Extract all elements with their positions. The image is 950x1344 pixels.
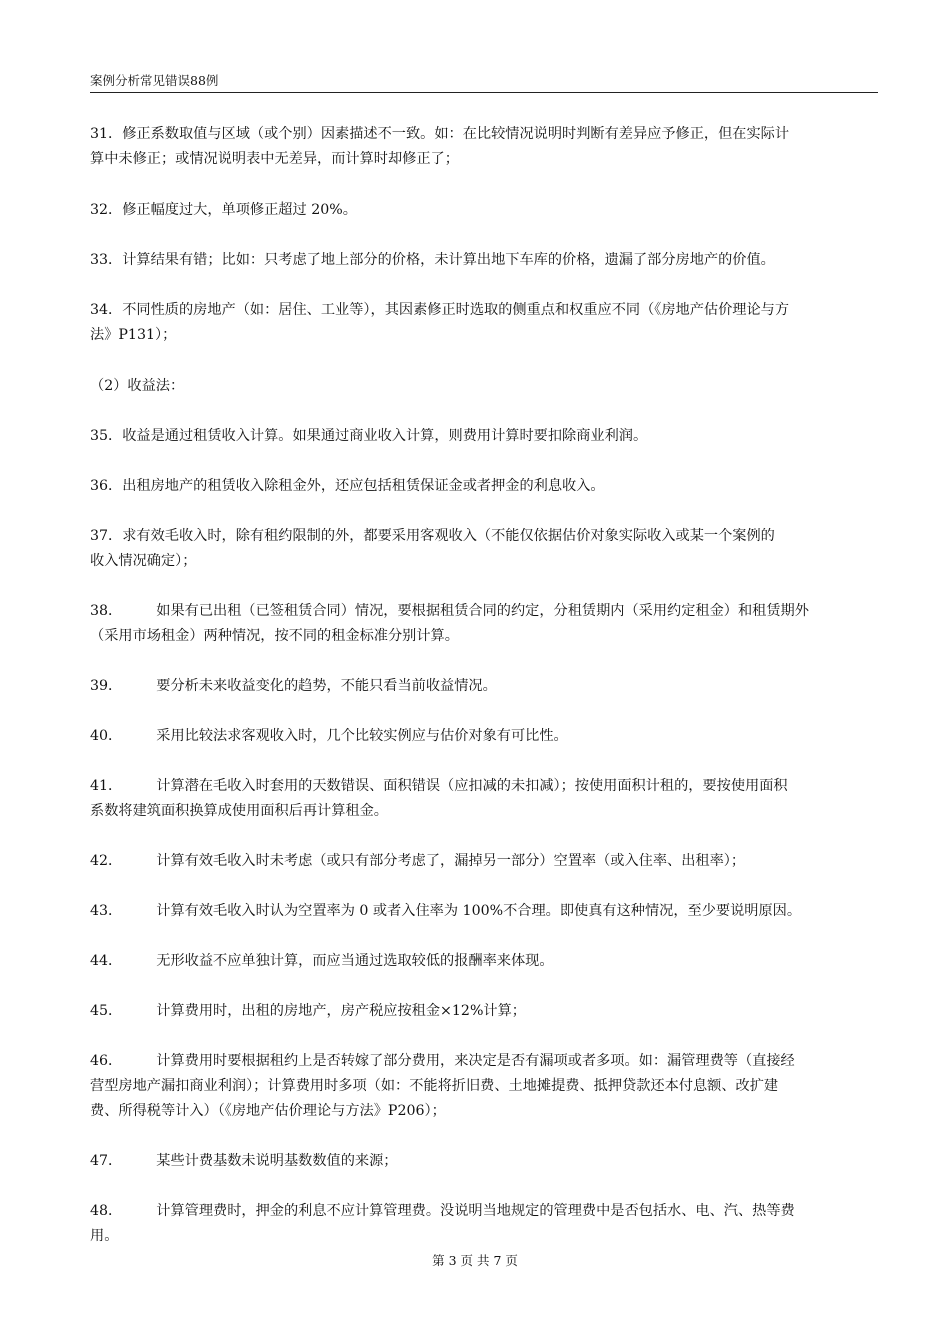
paragraph-line bbox=[90, 198, 878, 223]
item-number: 41． bbox=[90, 778, 123, 794]
line-text: 计算管理费时，押金的利息不应计算管理费。没说明当地规定的管理费中是否包括水、电、汽、热等费 bbox=[156, 1203, 795, 1219]
running-header bbox=[90, 72, 878, 93]
paragraph bbox=[90, 999, 878, 1024]
paragraph bbox=[90, 724, 878, 749]
line-text: 33．计算结果有错；比如：只考虑了地上部分的价格，未计算出地下车库的价格，遗漏了部分房地产的价值。 bbox=[90, 252, 775, 268]
paragraph bbox=[90, 1199, 878, 1249]
paragraph bbox=[90, 374, 878, 399]
paragraph bbox=[90, 949, 878, 974]
line-text: 采用比较法求客观收入时，几个比较实例应与估价对象有可比性。 bbox=[156, 728, 568, 744]
line-text: 计算费用时，出租的房地产，房产税应按租金×12%计算； bbox=[156, 1003, 526, 1019]
paragraph-line bbox=[90, 474, 878, 499]
item-number: 44． bbox=[90, 953, 123, 969]
paragraph-line bbox=[90, 147, 878, 172]
paragraph-line bbox=[90, 374, 878, 399]
paragraph-line bbox=[90, 1049, 878, 1074]
paragraph-line bbox=[90, 899, 878, 924]
item-number: 43． bbox=[90, 903, 123, 919]
line-text: 无形收益不应单独计算，而应当通过选取较低的报酬率来体现。 bbox=[156, 953, 554, 969]
line-text: 收入情况确定）； bbox=[90, 553, 197, 569]
paragraph-line bbox=[90, 724, 878, 749]
paragraph bbox=[90, 599, 878, 649]
line-text: 34．不同性质的房地产（如：居住、工业等），其因素修正时选取的侧重点和权重应不同（《房地产估价理论与方 bbox=[90, 302, 790, 318]
paragraph-line bbox=[90, 1224, 878, 1249]
paragraph-line bbox=[90, 674, 878, 699]
line-text: 费、所得税等计入）（《房地产估价理论与方法》P206）； bbox=[90, 1103, 446, 1119]
item-number: 38． bbox=[90, 603, 123, 619]
paragraph-line bbox=[90, 999, 878, 1024]
paragraph-line bbox=[90, 248, 878, 273]
paragraph-line bbox=[90, 774, 878, 799]
paragraph-line bbox=[90, 298, 878, 323]
line-text: 法》P131）； bbox=[90, 327, 177, 343]
page-footer bbox=[0, 1252, 950, 1270]
line-text: 32．修正幅度过大，单项修正超过 20%。 bbox=[90, 202, 357, 218]
line-text: 计算有效毛收入时未考虑（或只有部分考虑了，漏掉另一部分）空置率（或入住率、出租率）； bbox=[156, 853, 746, 869]
paragraph bbox=[90, 899, 878, 924]
paragraph bbox=[90, 122, 878, 172]
paragraph-line bbox=[90, 849, 878, 874]
line-text: 计算费用时要根据租约上是否转嫁了部分费用，来决定是否有漏项或者多项。如：漏管理费等（直接经 bbox=[156, 1053, 795, 1069]
paragraph-line bbox=[90, 949, 878, 974]
paragraph-line bbox=[90, 624, 878, 649]
paragraph-line bbox=[90, 799, 878, 824]
line-text: （2）收益法： bbox=[90, 378, 185, 394]
line-text: 要分析未来收益变化的趋势，不能只看当前收益情况。 bbox=[156, 678, 497, 694]
paragraph-line bbox=[90, 599, 878, 624]
paragraph bbox=[90, 298, 878, 348]
paragraph bbox=[90, 524, 878, 574]
paragraph-line bbox=[90, 549, 878, 574]
line-text: 37．求有效毛收入时，除有租约限制的外，都要采用客观收入（不能仅依据估价对象实际收入或某一个案例的 bbox=[90, 528, 775, 544]
paragraph bbox=[90, 849, 878, 874]
paragraph-line bbox=[90, 1199, 878, 1224]
item-number: 48． bbox=[90, 1203, 123, 1219]
item-number: 40． bbox=[90, 728, 123, 744]
paragraph-line bbox=[90, 1149, 878, 1174]
paragraph bbox=[90, 1049, 878, 1124]
line-text: 如果有已出租（已签租赁合同）情况，要根据租赁合同的约定，分租赁期内（采用约定租金）和租赁期外 bbox=[156, 603, 809, 619]
line-text: 算中未修正；或情况说明表中无差异，而计算时却修正了； bbox=[90, 151, 459, 167]
item-number: 45． bbox=[90, 1003, 123, 1019]
item-number: 47． bbox=[90, 1153, 123, 1169]
paragraph bbox=[90, 474, 878, 499]
page-number: 第 3 页 共 7 页 bbox=[432, 1253, 518, 1268]
paragraph-line bbox=[90, 524, 878, 549]
paragraph bbox=[90, 248, 878, 273]
paragraph bbox=[90, 198, 878, 223]
paragraph-line bbox=[90, 1099, 878, 1124]
paragraph-line bbox=[90, 323, 878, 348]
line-text: 营型房地产漏扣商业利润）；计算费用时多项（如：不能将折旧费、土地摊提费、抵押贷款还本付息额、改扩建 bbox=[90, 1078, 779, 1094]
line-text: 35．收益是通过租赁收入计算。如果通过商业收入计算，则费用计算时要扣除商业利润。 bbox=[90, 428, 648, 444]
item-number: 42． bbox=[90, 853, 123, 869]
line-text: 系数将建筑面积换算成使用面积后再计算租金。 bbox=[90, 803, 388, 819]
item-number: 46． bbox=[90, 1053, 123, 1069]
paragraph-line bbox=[90, 122, 878, 147]
line-text: 用。 bbox=[90, 1228, 119, 1244]
paragraph-line bbox=[90, 424, 878, 449]
item-number: 39． bbox=[90, 678, 123, 694]
header-title: 案例分析常见错误88例 bbox=[90, 73, 219, 88]
line-text: 某些计费基数未说明基数数值的来源； bbox=[156, 1153, 398, 1169]
line-text: 31．修正系数取值与区域（或个别）因素描述不一致。如：在比较情况说明时判断有差异应予修正，但在实际计 bbox=[90, 126, 790, 142]
paragraph bbox=[90, 424, 878, 449]
paragraph bbox=[90, 674, 878, 699]
line-text: 计算有效毛收入时认为空置率为 0 或者入住率为 100%不合理。即使真有这种情况，至少要说明原因。 bbox=[156, 903, 802, 919]
paragraph-line bbox=[90, 1074, 878, 1099]
paragraph bbox=[90, 774, 878, 824]
paragraph bbox=[90, 1149, 878, 1174]
line-text: （采用市场租金）两种情况，按不同的租金标准分别计算。 bbox=[90, 628, 459, 644]
line-text: 36．出租房地产的租赁收入除租金外，还应包括租赁保证金或者押金的利息收入。 bbox=[90, 478, 605, 494]
line-text: 计算潜在毛收入时套用的天数错误、面积错误（应扣减的未扣减）；按使用面积计租的，要按使用面积 bbox=[156, 778, 788, 794]
